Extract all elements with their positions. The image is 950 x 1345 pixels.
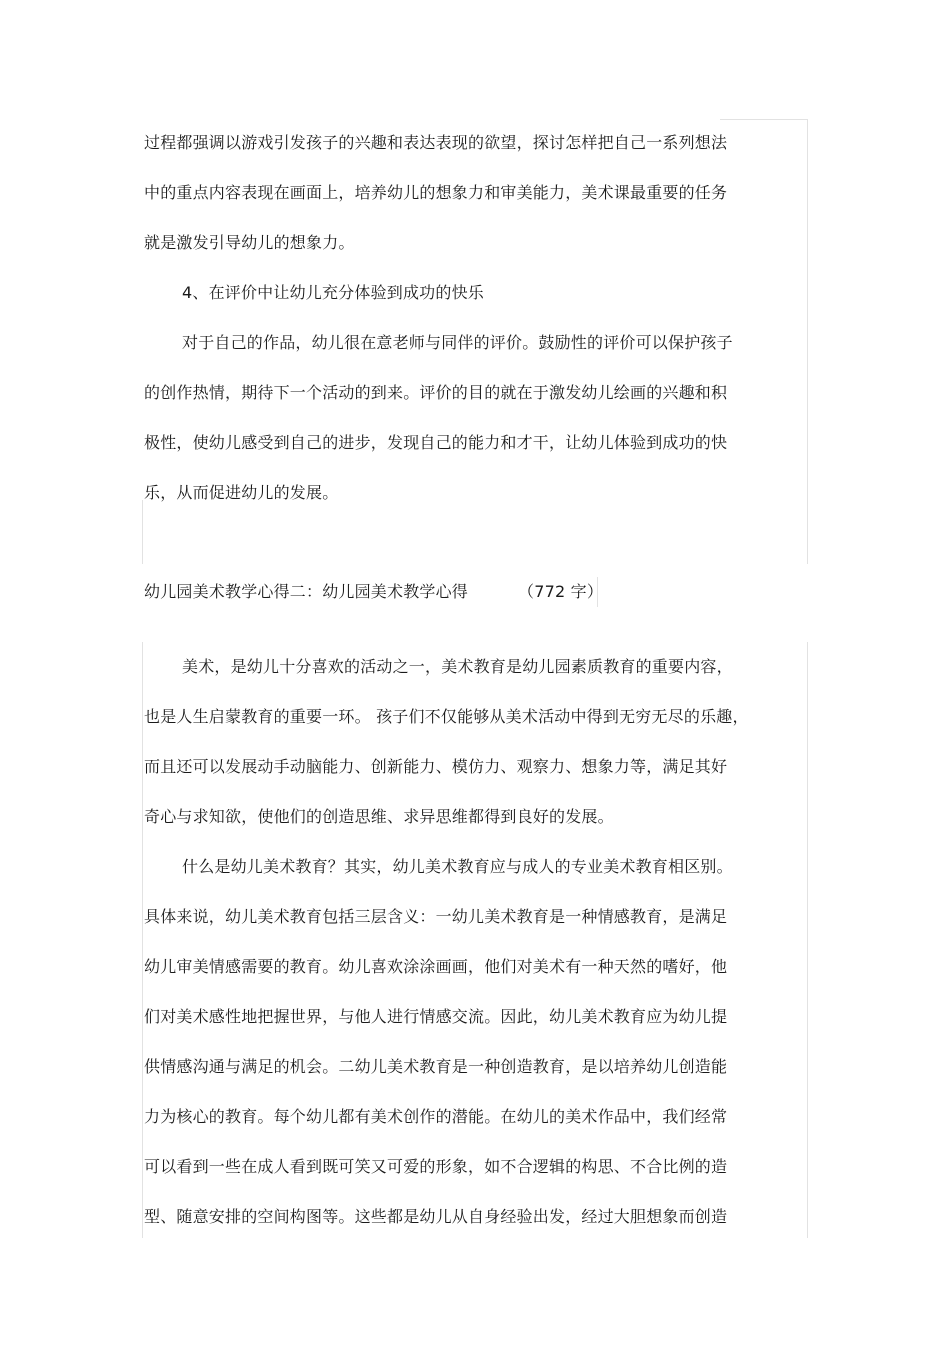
frame-top-line	[720, 119, 808, 120]
text-line: 可以看到一些在成人看到既可笑又可爱的形象，如不合逻辑的构思、不合比例的造	[144, 1157, 728, 1176]
text-line: 极性，使幼儿感受到自己的进步，发现自己的能力和才干，让幼儿体验到成功的快	[144, 433, 728, 452]
section-heading: 4、在评价中让幼儿充分体验到成功的快乐	[182, 283, 484, 302]
text-line: 中的重点内容表现在画面上，培养幼儿的想象力和审美能力，美术课最重要的任务	[144, 183, 728, 202]
text-line: 也是人生启蒙教育的重要一环。 孩子们不仅能够从美术活动中得到无穷无尽的乐趣，	[144, 707, 749, 726]
frame-left-line-bottom	[142, 642, 143, 1238]
text-line: 乐，从而促进幼儿的发展。	[144, 483, 339, 502]
text-line: 具体来说，幼儿美术教育包括三层含义：一幼儿美术教育是一种情感教育，是满足	[144, 907, 728, 926]
text-line: 什么是幼儿美术教育？其实，幼儿美术教育应与成人的专业美术教育相区别。	[182, 857, 733, 876]
frame-right-line-bottom	[807, 642, 808, 1238]
text-line: 供情感沟通与满足的机会。二幼儿美术教育是一种创造教育，是以培养幼儿创造能	[144, 1057, 728, 1076]
text-line: 们对美术感性地把握世界，与他人进行情感交流。因此，幼儿美术教育应为幼儿提	[144, 1007, 728, 1026]
word-count: （772 字）	[518, 582, 604, 601]
frame-right-line-top	[807, 119, 808, 564]
text-line: 的创作热情，期待下一个活动的到来。评价的目的就在于激发幼儿绘画的兴趣和积	[144, 383, 728, 402]
text-line: 对于自己的作品，幼儿很在意老师与同伴的评价。鼓励性的评价可以保护孩子	[182, 333, 733, 352]
text-line: 就是激发引导幼儿的想象力。	[144, 233, 355, 252]
text-line: 过程都强调以游戏引发孩子的兴趣和表达表现的欲望，探讨怎样把自己一系列想法	[144, 133, 728, 152]
text-line: 美术，是幼儿十分喜欢的活动之一，美术教育是幼儿园素质教育的重要内容，	[182, 657, 733, 676]
text-line: 而且还可以发展动手动脑能力、创新能力、模仿力、观察力、想象力等，满足其好	[144, 757, 728, 776]
frame-left-line-top	[142, 500, 143, 564]
text-line: 奇心与求知欲，使他们的创造思维、求异思维都得到良好的发展。	[144, 807, 614, 826]
text-line: 型、随意安排的空间构图等。这些都是幼儿从自身经验出发，经过大胆想象而创造	[144, 1207, 728, 1226]
text-line: 力为核心的教育。每个幼儿都有美术创作的潜能。在幼儿的美术作品中，我们经常	[144, 1107, 728, 1126]
text-line: 幼儿审美情感需要的教育。幼儿喜欢涂涂画画，他们对美术有一种天然的嗜好，他	[144, 957, 728, 976]
article-title: 幼儿园美术教学心得二：幼儿园美术教学心得	[144, 582, 469, 601]
